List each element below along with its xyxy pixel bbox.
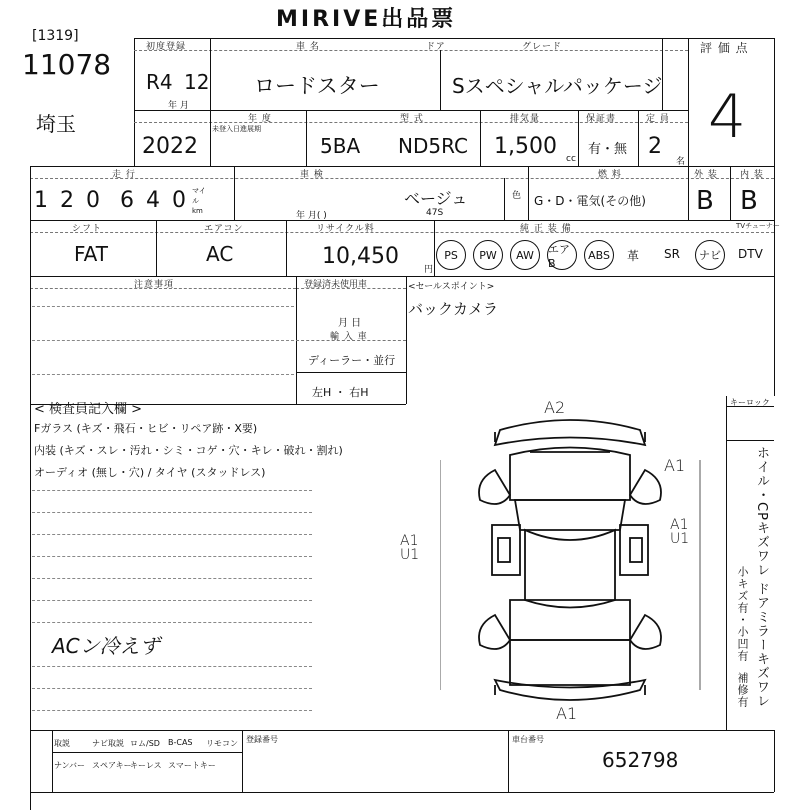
label-chassis: 車台番号 (512, 735, 544, 744)
car-damage-diagram (440, 400, 730, 730)
fuel-value: G・D・電気(その他) (534, 194, 646, 208)
equipment-2: AW (510, 240, 540, 270)
label-notes: 注意事項 (134, 280, 175, 290)
footer-item: ロム/SD (130, 739, 160, 748)
label-cc: cc (566, 154, 576, 164)
warranty: 有・無 (588, 142, 628, 157)
label-tuner: TVチューナー (736, 222, 780, 230)
footer-item: ナンバー (54, 761, 86, 770)
reg-handle: 左H ・ 右H (312, 386, 369, 399)
label-exterior: 外 装 (694, 170, 718, 180)
equipment-6: SR (664, 247, 680, 261)
reg-month-day: 月 日 (338, 318, 362, 329)
label-key: キーロック (730, 398, 770, 407)
color-code: 47S (426, 208, 444, 218)
side-note-4: 補修有 (736, 672, 749, 708)
footer-item: スペアキー (92, 761, 132, 770)
footer-item: リモコン (206, 739, 238, 748)
chassis-number: 652798 (602, 748, 679, 772)
label-first-reg: 初度登録 (146, 42, 187, 52)
car-name: ロードスター (254, 74, 380, 98)
mileage-digit: 4 (146, 188, 160, 213)
footer-item: B-CAS (168, 738, 193, 747)
inspector-note-1: 内装 (キズ・スレ・汚れ・シミ・コゲ・穴・キレ・破れ・割れ) (34, 444, 343, 457)
equipment-7: ナビ (695, 240, 725, 270)
label-year-month: 年 月 (168, 101, 189, 111)
footer-item: スマートキー (168, 761, 216, 770)
label-model-year: 年 度 (248, 114, 272, 124)
label-door: ドア (426, 42, 446, 52)
mark-bottom: A1 (556, 704, 578, 723)
label-sell-point: <セールスポイント> (408, 282, 495, 292)
model-prefix: 5BA (320, 134, 361, 158)
displacement: 1,500 (494, 134, 557, 159)
label-reg-date: 登録済未使用車 (304, 280, 368, 290)
side-note-2: 小キズ有・小凹有 (736, 566, 749, 662)
reg-dealer: ディーラー・並行 (308, 354, 396, 367)
label-inspection: 車 検 (300, 170, 324, 180)
inspector-note-0: Fガラス (キズ・飛石・ヒビ・リペア跡・X要) (34, 422, 258, 435)
label-mileage: 走 行 (112, 170, 136, 180)
inspection-value: 年 月( ) (296, 211, 327, 221)
sell-point: バックカメラ (408, 300, 499, 318)
footer-item: ナビ取説 (92, 739, 124, 748)
label-aircon: エアコン (204, 224, 244, 234)
label-color: 色 (512, 191, 522, 201)
recycle-value: 10,450 (322, 244, 399, 269)
equipment-5: 革 (627, 249, 640, 263)
mileage-digit: 1 (34, 188, 48, 213)
equipment-8: DTV (738, 247, 763, 261)
label-capacity: 定 員 (646, 114, 670, 124)
lot-number: 11078 (22, 48, 112, 81)
label-interior: 内 装 (740, 170, 764, 180)
model-year: 2022 (142, 134, 198, 159)
page-title: MIRIVE出品票 (276, 7, 457, 32)
reg-month: 12 (184, 70, 210, 94)
label-inspector: < 検査員記入欄 > (34, 402, 143, 417)
mileage-digit: 2 (60, 188, 74, 213)
side-note-1: ホイル・CPキズワレ (754, 446, 769, 577)
lot-code: [1319] (32, 28, 79, 44)
label-equipment: 純 正 装 備 (520, 224, 572, 234)
footer-item: キーレス (130, 761, 162, 770)
aircon-value: AC (206, 242, 234, 266)
grade: Sスペシャルパッケージ (452, 74, 663, 98)
label-reg-number: 登録番号 (246, 735, 278, 744)
label-grade: グレード (522, 42, 563, 52)
mark-right-upper: A1 (664, 456, 686, 475)
label-displacement: 排気量 (510, 114, 541, 124)
handwritten-note: ACン冷えず (52, 634, 160, 658)
label-mile-km: マイル km (192, 187, 206, 215)
label-shift: シフト (72, 224, 103, 234)
label-car-name: 車 名 (296, 42, 320, 52)
mileage-digit: 0 (86, 188, 100, 213)
interior-grade: B (740, 186, 758, 216)
label-fuel: 燃 料 (598, 170, 622, 180)
mark-right-mid: A1 U1 (670, 517, 690, 547)
equipment-0: PS (436, 240, 466, 270)
capacity: 2 (648, 134, 662, 159)
label-warranty: 保証書 (586, 114, 617, 124)
label-score: 評 価 点 (700, 41, 749, 55)
shift-value: FAT (74, 242, 109, 266)
footer-item: 取説 (54, 739, 70, 748)
color-value: ベージュ (404, 189, 468, 208)
model-code: ND5RC (398, 134, 468, 158)
equipment-4: ABS (584, 240, 614, 270)
score-value: 4 (708, 82, 747, 152)
equipment-1: PW (473, 240, 503, 270)
label-yen: 円 (424, 265, 434, 275)
mark-left-mid: A1 U1 (400, 533, 420, 563)
year-note: 未登入日進展期 (212, 125, 261, 133)
label-import: 輸 入 車 (330, 332, 368, 342)
exterior-grade: B (696, 186, 714, 216)
equipment-3: エアB (547, 240, 577, 270)
lot-region: 埼玉 (36, 112, 76, 136)
mileage-digit: 0 (172, 188, 186, 213)
side-note-3: ドアミラーキズワレ (754, 582, 769, 708)
label-persons: 名 (676, 157, 686, 167)
label-katashiki: 型 式 (400, 114, 424, 124)
mark-top: A2 (544, 398, 566, 417)
inspector-note-2: オーディオ (無し・穴) / タイヤ (スタッドレス) (34, 466, 266, 479)
mileage-digit: 6 (120, 188, 134, 213)
label-recycle: リサイクル料 (316, 224, 375, 234)
reg-era: R4 (146, 70, 173, 94)
